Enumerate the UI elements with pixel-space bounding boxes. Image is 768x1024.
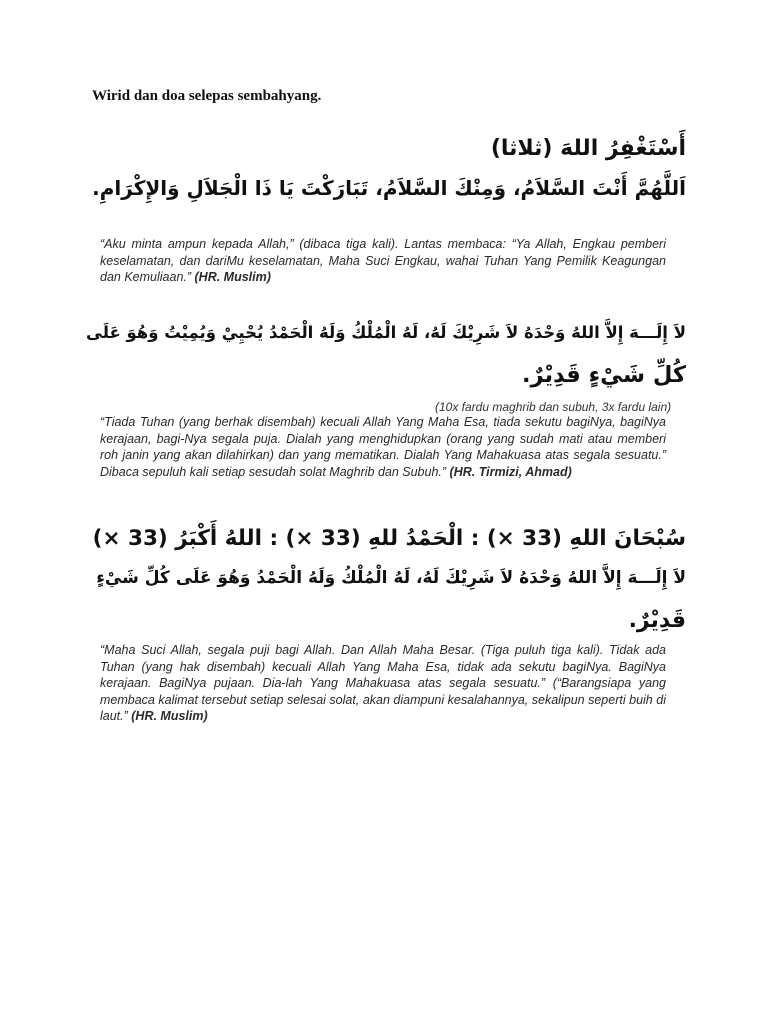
translation-1 bbox=[100, 236, 666, 286]
arabic-tahlil-line-1: لاَ إِلَـــهَ إِلاَّ اللهُ وَحْدَهُ لاَ شَرِيْكَ لَهُ، لَهُ الْمُلْكُ وَلَهُ الْحَمْدُ يُحْيِيْ وَيُمِيْتُ وَهُوَ عَلَى bbox=[86, 323, 686, 342]
translation-3 bbox=[100, 642, 666, 725]
arabic-allahumma-antas-salam: اَللَّهُمَّ أَنْتَ السَّلاَمُ، وَمِنْكَ السَّلاَمُ، تَبَارَكْتَ يَا ذَا الْجَلاَلِ وَالإِكْرَامِ. bbox=[92, 176, 686, 200]
arabic-tahlil-line-2: كُلِّ شَيْءٍ قَدِيْرٌ. bbox=[522, 362, 686, 388]
translation-1-text: “Aku minta ampun kepada Allah,” (dibaca tiga kali). Lantas membaca: “Ya Allah, Engkau pemberi keselamatan, dan dariMu keselamatan, Maha Suci Engkau, wahai Tuhan Yang Pemilik Keagungan dan Kemuliaan.” bbox=[100, 237, 666, 284]
translation-2-text: “Tiada Tuhan (yang berhak disembah) kecuali Allah Yang Maha Esa, tiada sekutu bagiNya, bagiNya kerajaan, bagi-Nya segala puja. Dialah yang menghidupkan (orang yang sudah mati atau memberi roh janin yang akan dilahirkan) dan yang mematikan. Dialah Yang Mahakuasa atas segala sesuatu.” Dibaca sepuluh kali setiap sesudah solat Maghrib dan Subuh.” bbox=[100, 415, 666, 479]
arabic-tahlil-line-4: قَدِيْرٌ. bbox=[628, 608, 686, 633]
page-title: Wirid dan doa selepas sembahyang. bbox=[92, 88, 322, 104]
translation-1-source: (HR. Muslim) bbox=[194, 270, 271, 284]
translation-2 bbox=[100, 414, 666, 480]
arabic-tasbih-tahmid-takbir: سُبْحَانَ اللهِ (33 ×) : الْحَمْدُ للهِ (33 ×) : اللهُ أَكْبَرُ (33 ×) bbox=[92, 526, 686, 551]
translation-3-text: “Maha Suci Allah, segala puji bagi Allah. Dan Allah Maha Besar. (Tiga puluh tiga kali). Tidak ada Tuhan (yang hak disembah) kecuali Allah Yang Maha Esa, tidak ada sekutu bagiNya. BagiNya kerajaan. BagiNya pujaan. Dia-lah Yang Mahakuasa atas segala sesuatu.” (“Barangsiapa yang membaca kalimat tersebut setiap selesai solat, akan diampuni kesalahannya, sekalipun seperti buih di laut.” bbox=[100, 643, 666, 723]
translation-2-source: (HR. Tirmizi, Ahmad) bbox=[449, 464, 572, 479]
arabic-tahlil-line-3: لاَ إِلَـــهَ إِلاَّ اللهُ وَحْدَهُ لاَ شَرِيْكَ لَهُ، لَهُ الْمُلْكُ وَلَهُ الْحَمْدُ وَهُوَ عَلَى كُلِّ شَيْءٍ bbox=[96, 568, 686, 588]
recitation-note: (10x fardu maghrib dan subuh, 3x fardu lain) bbox=[435, 400, 672, 414]
arabic-istighfar: أَسْتَغْفِرُ اللهَ (ثلاثا) bbox=[490, 136, 686, 161]
translation-3-source: (HR. Muslim) bbox=[131, 709, 208, 723]
